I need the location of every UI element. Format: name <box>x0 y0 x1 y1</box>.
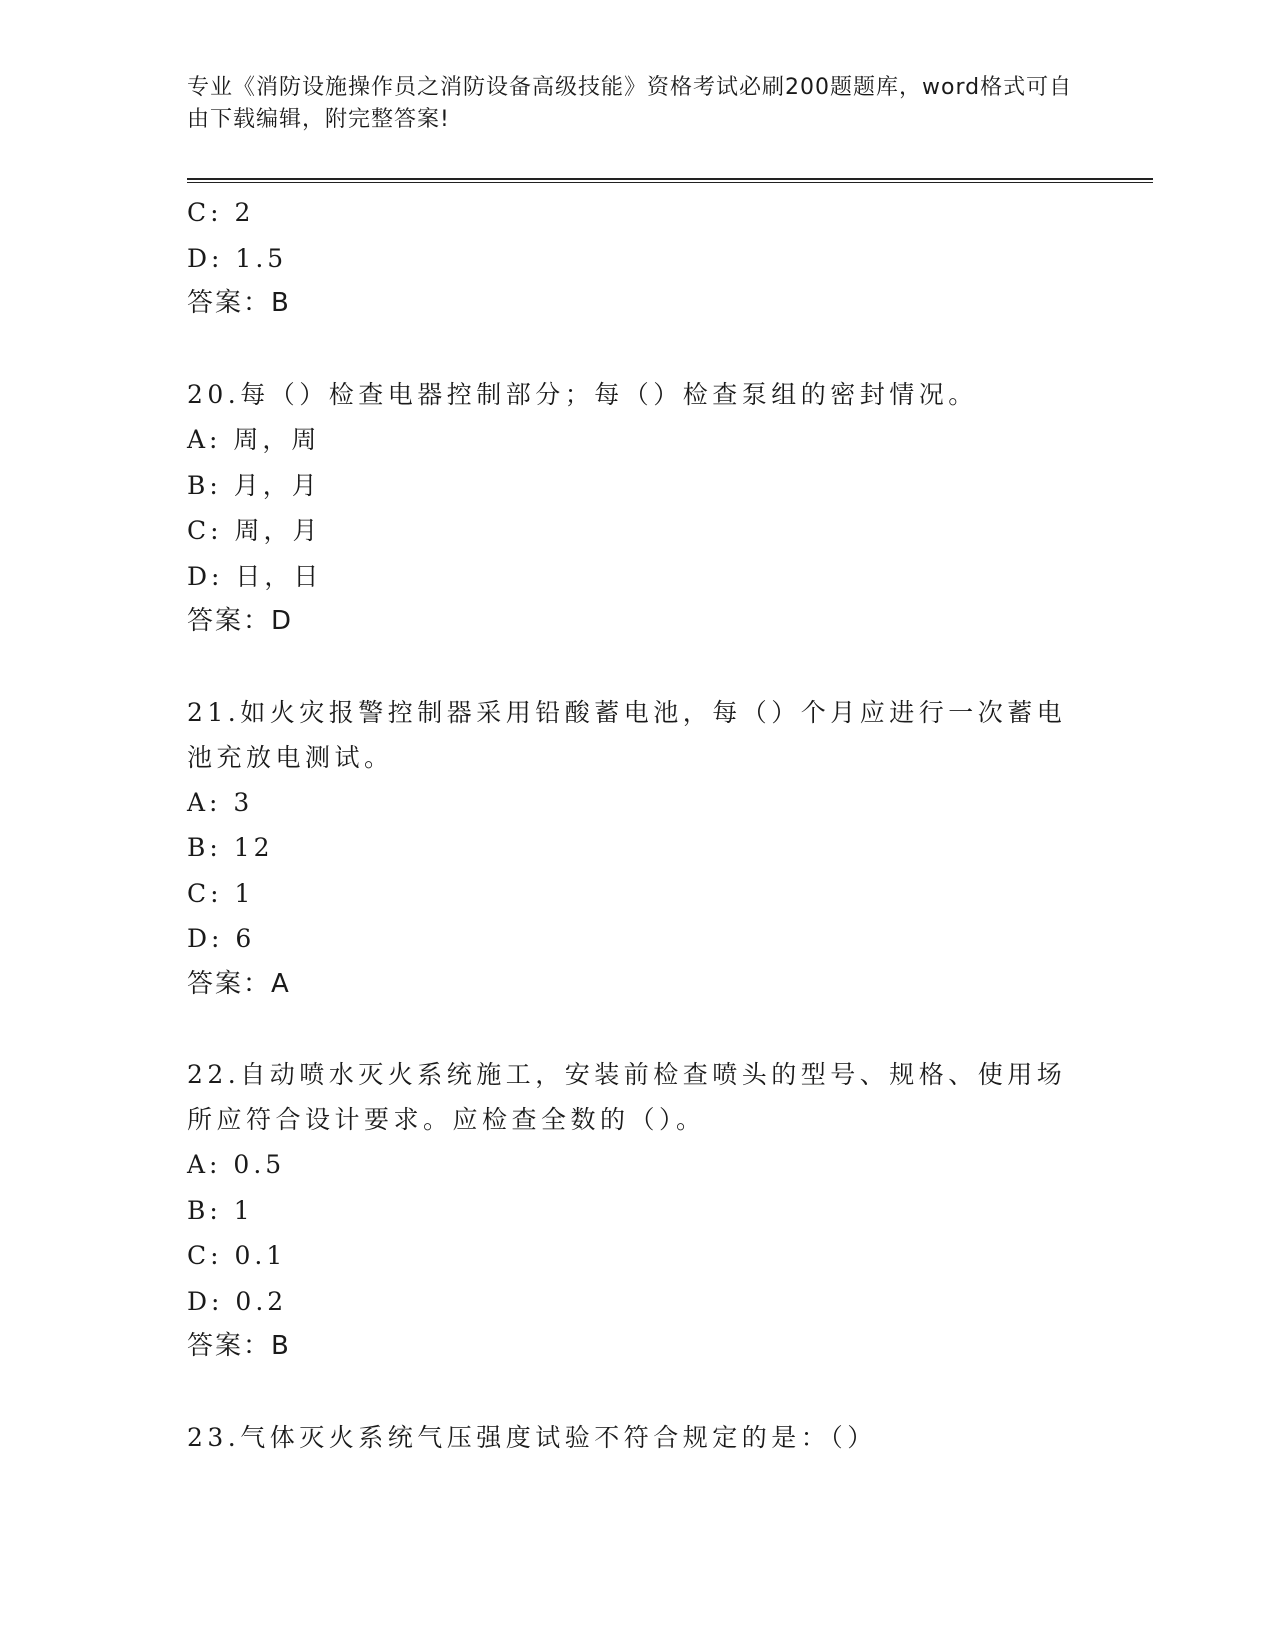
answer-label: 答案：D <box>187 606 294 636</box>
question-23 <box>187 1415 1067 1461</box>
option-b: B: 月，月 <box>187 470 321 500</box>
answer-label: 答案：A <box>187 968 291 999</box>
question-20 <box>187 372 1067 645</box>
option-c: C: 1 <box>187 878 255 908</box>
option-c: C: 0.1 <box>187 1241 287 1270</box>
question-stem: 23.气体灭火系统气压强度试验不符合规定的是：（） <box>187 1422 877 1452</box>
question-list <box>187 190 1067 1460</box>
option-a: A: 周，周 <box>187 425 321 454</box>
answer-label: 答案：B <box>187 1331 291 1361</box>
question-19-continued <box>187 190 1067 327</box>
option-d: D: 日，日 <box>187 561 323 591</box>
option-a: A: 3 <box>187 787 254 817</box>
answer-label: 答案：B <box>187 288 291 318</box>
option-d: D: 0.2 <box>187 1286 288 1316</box>
question-21 <box>187 690 1067 1008</box>
spacer <box>187 1370 1067 1415</box>
option-b: B: 1 <box>187 1195 254 1225</box>
option-c: C: 周，月 <box>187 516 322 545</box>
spacer <box>187 645 1067 690</box>
question-stem: 22.自动喷水灭火系统施工，安装前检查喷头的型号、规格、使用场所应符合设计要求。应检查全数的（）。 <box>187 1060 1067 1134</box>
option-d: D: 6 <box>187 924 256 953</box>
option-a: A: 0.5 <box>187 1150 286 1179</box>
option-b: B: 12 <box>187 833 274 862</box>
option-c: C: 2 <box>187 198 255 227</box>
header-divider <box>187 178 1153 183</box>
question-stem: 20.每（）检查电器控制部分；每（）检查泵组的密封情况。 <box>187 379 978 409</box>
spacer <box>187 1007 1067 1052</box>
spacer <box>187 327 1067 372</box>
option-d: D: 1.5 <box>187 243 288 273</box>
question-stem: 21.如火灾报警控制器采用铅酸蓄电池，每（）个月应进行一次蓄电池充放电测试。 <box>187 697 1067 772</box>
question-22 <box>187 1052 1067 1370</box>
document-header: 专业《消防设施操作员之消防设备高级技能》资格考试必刷200题题库，word格式可自由下载编辑，附完整答案! <box>187 75 1073 132</box>
